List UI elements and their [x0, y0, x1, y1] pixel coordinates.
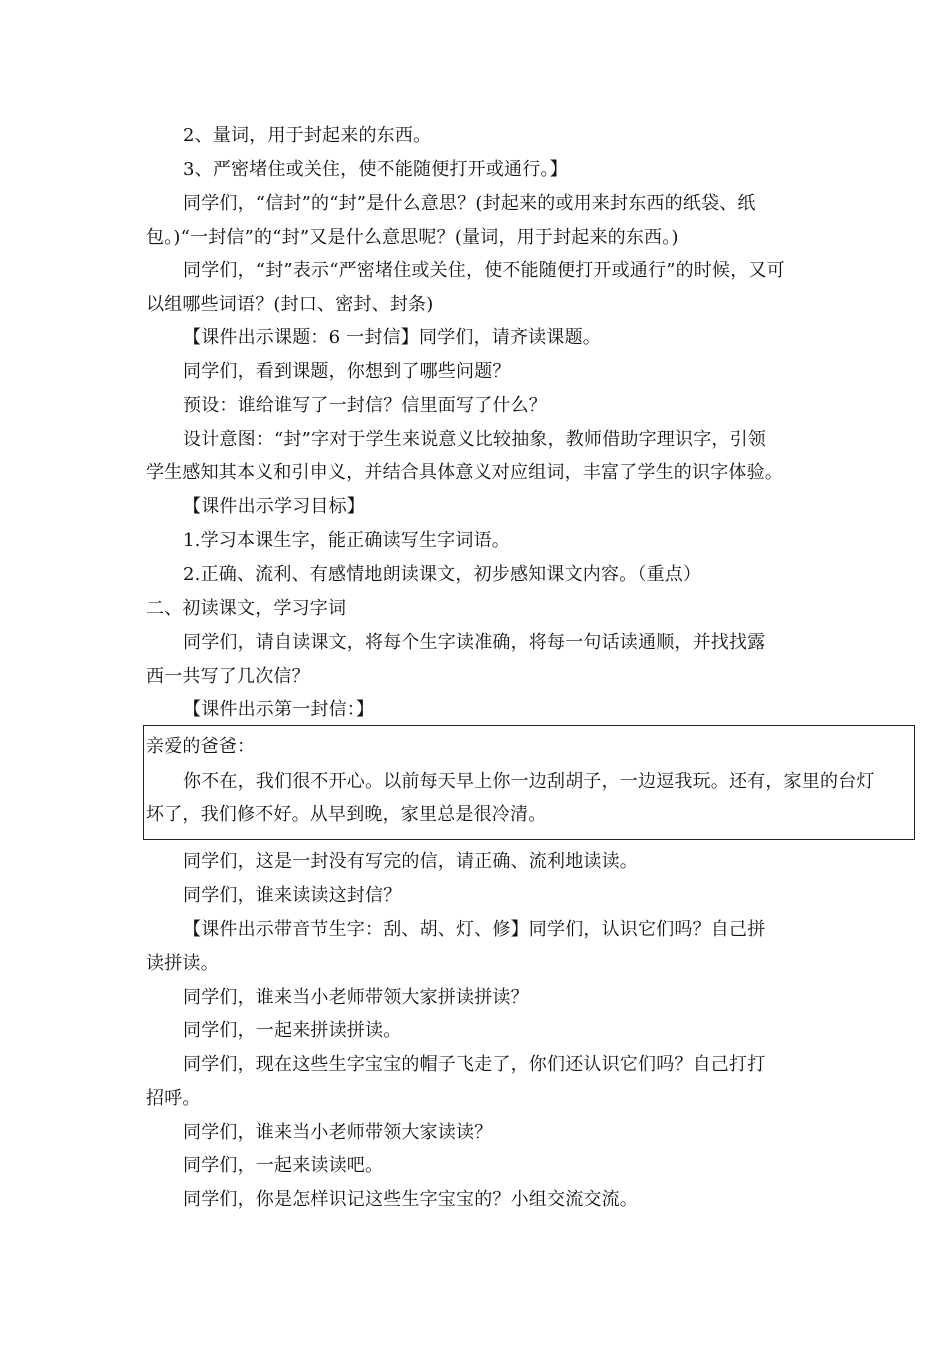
letter-salutation: 亲爱的爸爸： — [146, 736, 256, 757]
paragraph-line: 【课件出示第一封信：】 — [183, 699, 375, 720]
paragraph-line: 学生感知其本义和引申义，并结合具体意义对应组词，丰富了学生的识字体验。 — [146, 462, 783, 483]
paragraph-line: 2.正确、流利、有感情地朗读课文，初步感知课文内容。（重点） — [183, 564, 702, 585]
paragraph-line: 1.学习本课生字，能正确读写生字词语。 — [183, 530, 510, 551]
paragraph-line: 同学们，这是一封没有写完的信，请正确、流利地读读。 — [183, 851, 638, 872]
paragraph-line: 同学们，你是怎样识记这些生字宝宝的？小组交流交流。 — [183, 1189, 638, 1210]
letter-body-line: 坏了，我们修不好。从早到晚，家里总是很冷清。 — [146, 804, 547, 825]
paragraph-line: 设计意图：“封”字对于学生来说意义比较抽象，教师借助字理识字，引领 — [183, 429, 767, 450]
section-heading: 二、初读课文，学习字词 — [146, 598, 347, 619]
paragraph-line: 以组哪些词语？(封口、密封、封条) — [146, 294, 434, 315]
paragraph-line: 包。)“一封信”的“封”又是什么意思呢？(量词，用于封起来的东西。) — [146, 227, 679, 248]
paragraph-line: 2、量词，用于封起来的东西。 — [183, 125, 432, 146]
paragraph-line: 同学们，请自读课文，将每个生字读准确，将每一句话读通顺，并找找露 — [183, 632, 766, 653]
paragraph-line: 同学们，谁来当小老师带领大家拼读拼读？ — [183, 987, 529, 1008]
paragraph-line: 【课件出示学习目标】 — [183, 496, 365, 517]
paragraph-line: 同学们，谁来当小老师带领大家读读？ — [183, 1122, 493, 1143]
letter-body-line: 你不在，我们很不开心。以前每天早上你一边刮胡子，一边逗我玩。还有，家里的台灯 — [183, 771, 875, 792]
paragraph-line: 同学们，“信封”的“封”是什么意思？(封起来的或用来封东西的纸袋、纸 — [183, 193, 756, 214]
paragraph-line: 招呼。 — [146, 1088, 201, 1109]
paragraph-line: 同学们，“封”表示“严密堵住或关住，使不能随便打开或通行”的时候，又可 — [183, 260, 785, 281]
paragraph-line: 【课件出示课题：6 一封信】同学们，请齐读课题。 — [183, 327, 601, 348]
paragraph-line: 预设：谁给谁写了一封信？信里面写了什么？ — [183, 395, 547, 416]
paragraph-line: 同学们，一起来读读吧。 — [183, 1155, 384, 1176]
paragraph-line: 3、严密堵住或关住，使不能随便打开或通行。】 — [183, 159, 568, 180]
paragraph-line: 同学们，谁来读读这封信？ — [183, 885, 402, 906]
paragraph-line: 同学们，一起来拼读拼读。 — [183, 1020, 402, 1041]
paragraph-line: 【课件出示带音节生字：刮、胡、灯、修】同学们，认识它们吗？自己拼 — [183, 919, 766, 940]
paragraph-line: 同学们，现在这些生字宝宝的帽子飞走了，你们还认识它们吗？自己打打 — [183, 1054, 766, 1075]
paragraph-line: 西一共写了几次信？ — [146, 666, 310, 687]
paragraph-line: 读拼读。 — [146, 953, 219, 974]
paragraph-line: 同学们，看到课题，你想到了哪些问题？ — [183, 361, 511, 382]
